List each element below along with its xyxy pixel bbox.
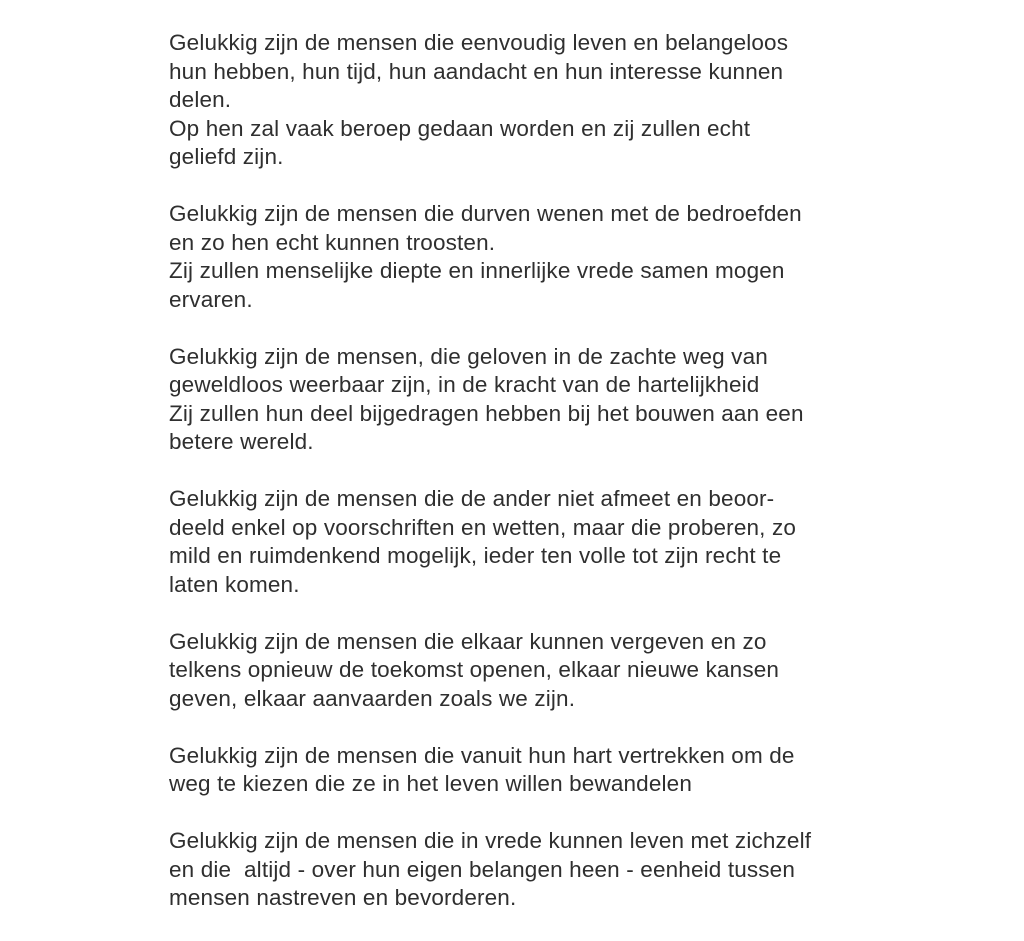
poem-line: en die altijd - over hun eigen belangen heen - eenheid tussen <box>169 856 796 882</box>
poem-line: mensen nastreven en bevorderen. <box>169 885 517 910</box>
poem-line: deeld enkel op voorschriften en wetten, maar die proberen, zo <box>169 514 797 540</box>
poem-line: betere wereld. <box>169 429 314 454</box>
stanza-6 <box>169 742 929 799</box>
poem-text <box>169 29 929 941</box>
stanza-2 <box>169 200 929 314</box>
poem-line: Gelukkig zijn de mensen die elkaar kunnen vergeven en zo <box>169 628 767 654</box>
poem-line: geliefd zijn. <box>169 144 284 169</box>
poem-line: laten komen. <box>169 571 300 597</box>
poem-line: mild en ruimdenkend mogelijk, ieder ten volle tot zijn recht te <box>169 543 782 568</box>
poem-line: weg te kiezen die ze in het leven willen bewandelen <box>169 771 692 796</box>
poem-line: hun hebben, hun tijd, hun aandacht en hun interesse kunnen <box>169 58 784 84</box>
stanza-7 <box>169 827 929 913</box>
poem-line: geven, elkaar aanvaarden zoals we zijn. <box>169 685 576 711</box>
poem-line: Gelukkig zijn de mensen die de ander niet afmeet en beoor- <box>169 486 775 511</box>
poem-line: en zo hen echt kunnen troosten. <box>169 229 496 255</box>
stanza-4 <box>169 485 929 599</box>
poem-line: delen. <box>169 87 232 112</box>
poem-line: Zij zullen menselijke diepte en innerlijke vrede samen mogen <box>169 258 785 283</box>
poem-line: Gelukkig zijn de mensen die eenvoudig leven en belangeloos <box>169 30 789 55</box>
poem-line: Gelukkig zijn de mensen, die geloven in de zachte weg van <box>169 343 768 369</box>
poem-line: telkens opnieuw de toekomst openen, elkaar nieuwe kansen <box>169 657 780 682</box>
poem-line: Op hen zal vaak beroep gedaan worden en zij zullen echt <box>169 115 751 141</box>
poem-line: Zij zullen hun deel bijgedragen hebben bij het bouwen aan een <box>169 400 804 426</box>
poem-line: geweldloos weerbaar zijn, in de kracht van de hartelijkheid <box>169 372 760 397</box>
poem-line: Gelukkig zijn de mensen die vanuit hun hart vertrekken om de <box>169 742 795 768</box>
poem-line: ervaren. <box>169 286 253 312</box>
stanza-5 <box>169 628 929 714</box>
stanza-3 <box>169 343 929 457</box>
stanza-1 <box>169 29 929 172</box>
poem-line: Gelukkig zijn de mensen die in vrede kunnen leven met zichzelf <box>169 828 812 853</box>
poem-line: Gelukkig zijn de mensen die durven wenen met de bedroefden <box>169 201 802 226</box>
